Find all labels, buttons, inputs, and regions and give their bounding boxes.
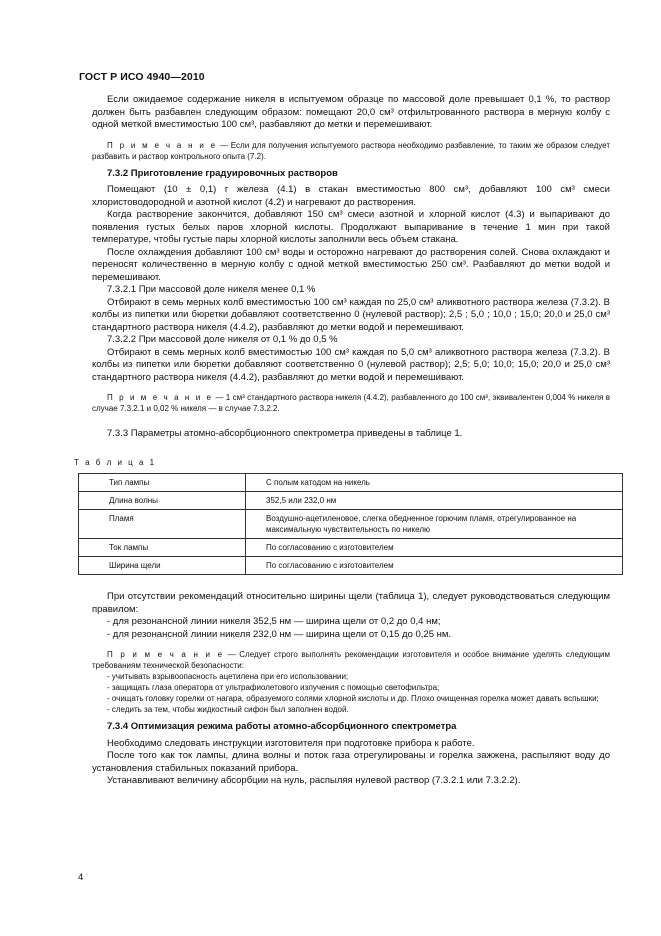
paragraph-cooling: После охлаждения добавляют 100 см³ воды и осторожно нагревают до растворения солей. Снова охлаждают и переносят количественно в мерную колбу с одной меткой вместимостью 250 см³. Разбавляют до метки водой и перемешивают.	[92, 246, 610, 283]
paragraph-instructions: Необходимо следовать инструкции изготовителя при подготовке прибора к работе.	[107, 737, 475, 749]
paragraph-calibration-low: Отбирают в семь мерных колб вместимостью 100 см³ каждая по 25,0 см³ аликвотного раствора железа (7.3.2). В колбы из пипетки или бюретки добавляют соответственно 0 (нулевой раствор); 2,5 ; 5,0 ; 10,0 ; 15,0; 20,0 и 25,0 см³ стандартного раствора никеля (4.4.2), разбавляют до метки водой и перемешивают.	[92, 296, 610, 333]
list-item-352: - для резонансной линии никеля 352,5 нм — ширина щели от 0,2 до 0,4 нм;	[107, 616, 441, 627]
parameters-table	[78, 473, 623, 575]
safety-item-acetylene: - учитывать взрывоопасность ацетилена при его использовании;	[107, 672, 349, 681]
subsection-heading-7-3-2-2: 7.3.2.2 При массовой доле никеля от 0,1 % до 0,5 %	[107, 334, 338, 345]
note-dilution	[92, 140, 610, 162]
paragraph-dilution: Если ожидаемое содержание никеля в испытуемом образце по массовой доле превышает 0,1 %, то раствор должен быть разбавлен следующим образом: помещают 20,0 см³ отфильтрованного раствора в мерную колбу с одной меткой вместимостью 100 см³, разбавляют до метки и перемешивают.	[92, 94, 610, 130]
table-caption: Т а б л и ц а 1	[74, 457, 157, 467]
note-text: — 1 см³ стандартного раствора никеля (4.4.2), разбавленного до 100 см³, эквивалентен 0,004 % никеля в случае 7.3.2.1 и 0,02 % никеля — в случае 7.3.2.2.	[92, 393, 611, 413]
safety-item-siphon: - следить за тем, чтобы жидкостный сифон был заполнен водой.	[107, 705, 349, 714]
paragraph-stabilization: После того как ток лампы, длина волны и поток газа отрегулированы и горелка зажжена, распыляют воду до установления стабильных показаний прибора.	[92, 750, 610, 774]
list-item-232: - для резонансной линии никеля 232,0 нм — ширина щели от 0,15 до 0,25 нм.	[107, 628, 452, 640]
table-cell-value: Воздушно-ацетиленовое, слегка обедненное горючим пламя, отрегулированное на максимальную чувствительность по никелю	[246, 510, 623, 539]
table-cell-param: Ток лампы	[79, 539, 246, 557]
table-cell-value: По согласованию с изготовителем	[246, 557, 623, 575]
note-label: П р и м е ч а н и е	[107, 650, 225, 659]
table-row	[79, 510, 623, 539]
table-cell-value: 352,5 или 232,0 нм	[246, 492, 623, 510]
table-cell-value: По согласованию с изготовителем	[246, 539, 623, 557]
safety-item-burner: - очищать головку горелки от нагара, образуемого солями хлорной кислоты и др. Плохо очищенная горелка может давать вспышки;	[107, 694, 599, 703]
page-number: 4	[78, 872, 84, 883]
safety-item-eyes: - защищать глаза оператора от ультрафиолетового излучения с помощью светофильтра;	[107, 683, 440, 692]
paragraph-zero-absorption: Устанавливают величину абсорбции на нуль, распыляя нулевой раствор (7.3.2.1 или 7.3.2.2).	[107, 775, 521, 786]
paragraph-calibration-high: Отбирают в семь мерных колб вместимостью 100 см³ каждая по 5,0 см³ аликвотного раствора железа (7.3.2). В колбы из пипетки или бюретки добавляют соответственно 0 (нулевой раствор); 2,5; 5,0; 10,0; 15,0; 20,0 и 25,0 см³ стандартного раствора никеля (4.4.2), разбавляют до метки водой и перемешивают.	[92, 346, 610, 383]
paragraph-evaporation: Когда растворение закончится, добавляют 150 см³ смеси азотной и хлорной кислот (4.3) и выпаривают до появления густых белых паров хлорной кислоты. Продолжают выпаривание в течение 1 мин при такой температуре, чтобы густые пары хлорной кислоты заполнили весь объем стакана.	[92, 209, 610, 245]
paragraph-7-3-3: 7.3.3 Параметры атомно-абсорбционного спектрометра приведены в таблице 1.	[107, 428, 463, 439]
table-cell-param: Пламя	[79, 510, 246, 539]
note-text: — Если для получения испытуемого раствора необходимо разбавление, то таким же образом следует разбавить и раствор контрольного опыта (7.2).	[92, 140, 610, 161]
note-text: — Следует строго выполнять рекомендации изготовителя и особое внимание уделять следующим требованиям технической безопасности:	[92, 650, 611, 670]
section-heading-7-3-4: 7.3.4 Оптимизация режима работы атомно-абсорбционного спектрометра	[107, 721, 457, 732]
subsection-heading-7-3-2-1: 7.3.2.1 При массовой доле никеля менее 0,1 %	[107, 284, 316, 295]
table-row	[79, 492, 623, 510]
note-label: П р и м е ч а н и е	[107, 393, 213, 402]
note-safety	[92, 649, 610, 671]
table-cell-param: Длина волны	[79, 492, 246, 510]
table-row	[79, 474, 623, 492]
page-content	[74, 94, 611, 788]
table-row	[79, 539, 623, 557]
document-header: ГОСТ Р ИСО 4940—2010	[79, 71, 205, 83]
table-cell-value: С полым катодом на никель	[246, 474, 623, 492]
table-cell-param: Тип лампы	[79, 474, 246, 492]
note-equivalence	[92, 392, 610, 414]
note-label: П р и м е ч а н и е	[107, 140, 218, 150]
table-row	[79, 557, 623, 575]
section-heading-7-3-2: 7.3.2 Приготовление градуировочных растворов	[107, 167, 338, 179]
table-cell-param: Ширина щели	[79, 557, 246, 575]
paragraph-iron-dissolve: Помещают (10 ± 0,1) г железа (4.1) в стакан вместимостью 800 см³, добавляют 100 см³ смеси хлористоводородной и азотной кислот (4.2) и нагревают до растворения.	[92, 184, 610, 208]
paragraph-slit-rule: При отсутствии рекомендаций относительно ширины щели (таблица 1), следует руководствоваться следующим правилом:	[92, 591, 610, 615]
